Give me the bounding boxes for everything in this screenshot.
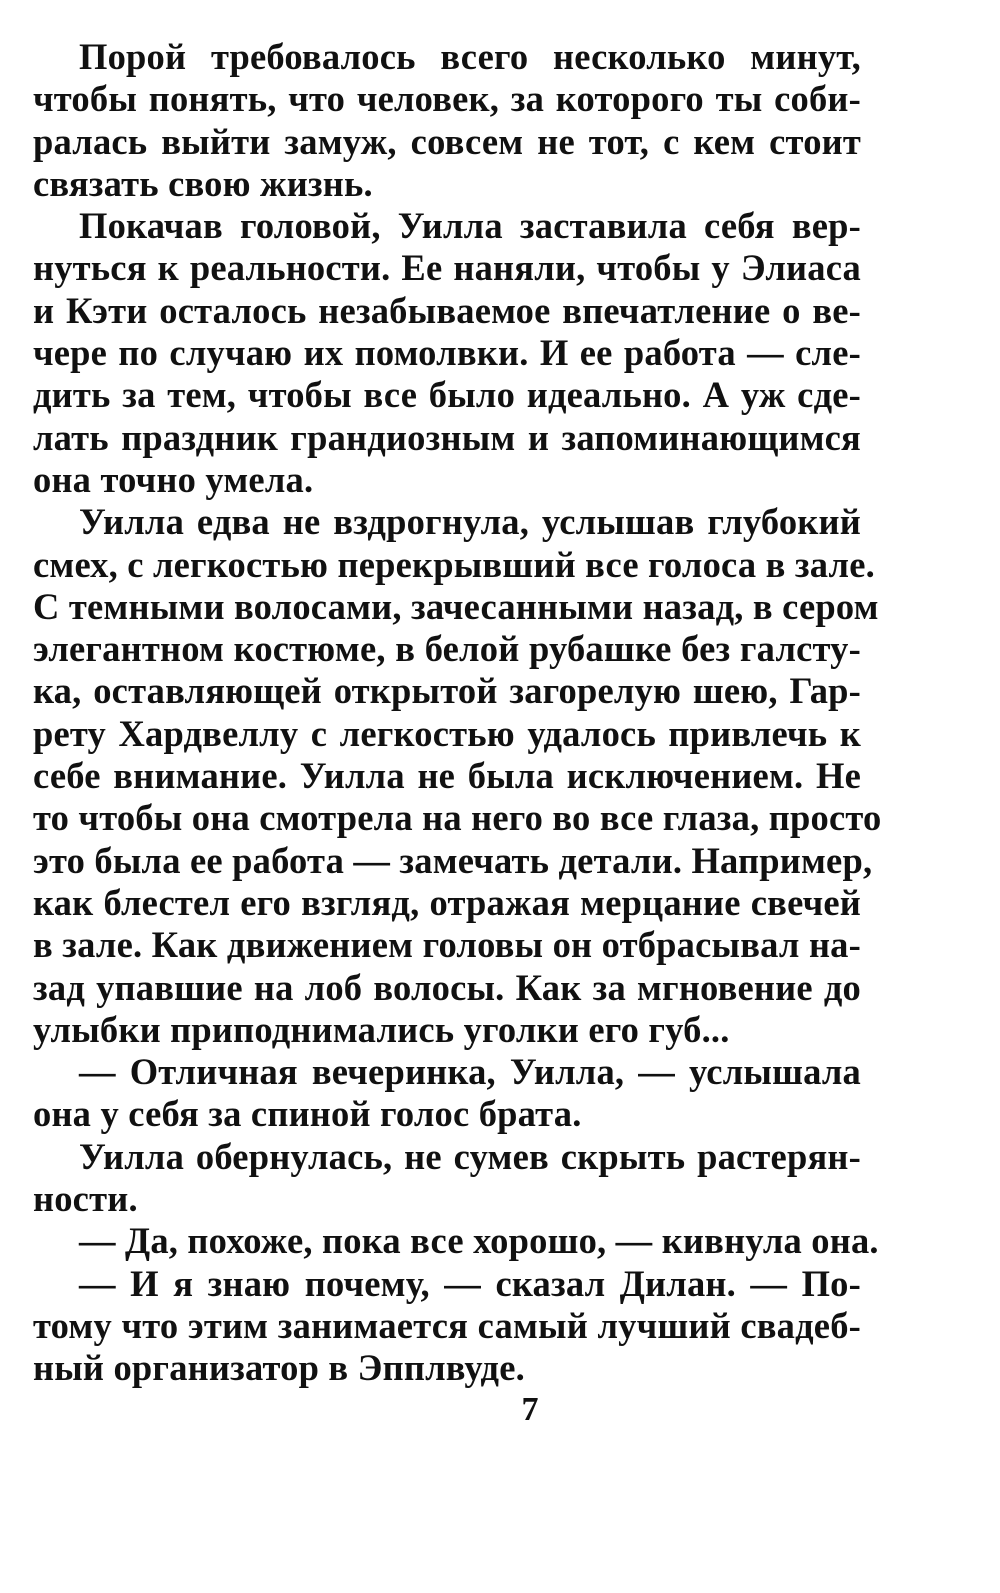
text-line: элегантном костюме, в белой рубашке без галсту-: [33, 628, 861, 670]
text-line: лать праздник грандиозным и запоминающимся: [33, 416, 861, 458]
text-line: — Отличная вечеринка, Уилла, — услышала: [79, 1051, 861, 1093]
text-line: Порой требовалось всего несколько минут,: [79, 36, 861, 77]
text-line: связать свою жизнь.: [33, 162, 373, 204]
text-line: себе внимание. Уилла не была исключением. Не: [33, 755, 861, 797]
text-line: то чтобы она смотрела на него во все глаза, просто: [33, 797, 882, 839]
text-line: и Кэти осталось незабываемое впечатление о ве-: [33, 289, 861, 331]
text-line: она точно умела.: [33, 458, 314, 500]
text-line: как блестел его взгляд, отражая мерцание свечей: [33, 881, 861, 923]
text-line: С темными волосами, зачесанными назад, в сером: [33, 585, 879, 627]
text-line: Уилла едва не вздрогнула, услышав глубокий: [79, 501, 861, 543]
text-line: это была ее работа — замечать детали. Например,: [33, 839, 873, 881]
text-line: ности.: [33, 1178, 138, 1220]
text-line: смех, с легкостью перекрывший все голоса в зале.: [33, 543, 875, 585]
text-line: дить за тем, чтобы все было идеально. А уж сде-: [33, 374, 861, 416]
text-line: улыбки приподнимались уголки его губ...: [33, 1008, 730, 1050]
text-line: зад упавшие на лоб волосы. Как за мгновение до: [33, 966, 861, 1008]
text-line: нуться к реальности. Ее наняли, чтобы у Элиаса: [33, 247, 861, 289]
page-number: 7: [521, 1391, 539, 1428]
text-line: ка, оставляющей открытой загорелую шею, Гар-: [33, 670, 861, 712]
text-line: — Да, похоже, пока все хорошо, — кивнула она.: [79, 1220, 879, 1262]
text-line: в зале. Как движением головы он отбрасывал на-: [33, 924, 861, 966]
body-text: [33, 36, 882, 1390]
text-line: чере по случаю их помолвки. И ее работа — сле-: [33, 332, 861, 374]
text-line: ралась выйти замуж, совсем не тот, с кем стоит: [33, 120, 861, 162]
text-line: Покачав головой, Уилла заставила себя вер-: [79, 205, 861, 247]
text-line: рету Хардвеллу с легкостью удалось привлечь к: [33, 712, 861, 754]
text-line: тому что этим занимается самый лучший свадеб-: [33, 1304, 861, 1346]
text-line: чтобы понять, что человек, за которого ты соби-: [33, 78, 861, 120]
text-line: — И я знаю почему, — сказал Дилан. — По-: [79, 1262, 861, 1304]
text-line: она у себя за спиной голос брата.: [33, 1093, 582, 1135]
text-line: Уилла обернулась, не сумев скрыть растерян-: [79, 1135, 861, 1177]
text-line: ный организатор в Эпплвуде.: [33, 1347, 525, 1389]
